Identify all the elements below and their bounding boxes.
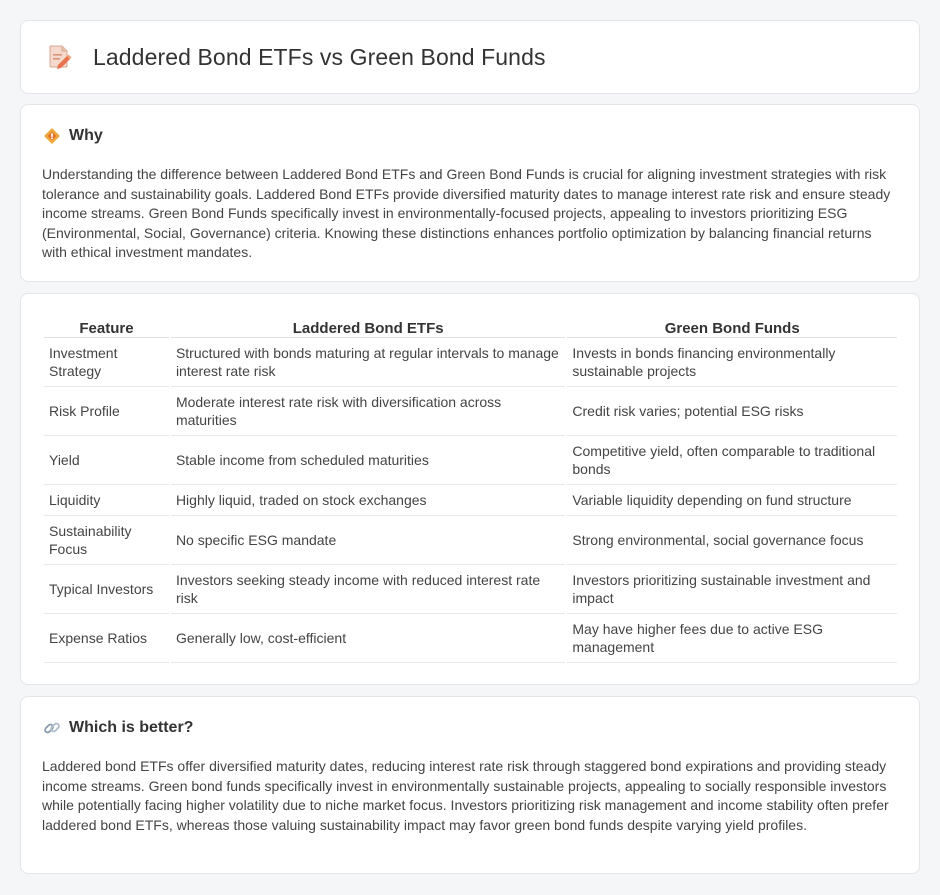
document-pencil-icon	[47, 43, 73, 71]
table-row	[44, 614, 897, 663]
green-cell: Competitive yield, often comparable to traditional bonds	[567, 436, 897, 485]
comparison-section	[20, 293, 920, 685]
feature-cell: Expense Ratios	[44, 614, 169, 663]
why-text: Understanding the difference between Laddered Bond ETFs and Green Bond Funds is crucial for aligning investment strategies with risk tolerance and sustainability goals. Laddered Bond ETFs provide diversified maturity dates to manage interest rate risk and ensure steady income streams. Green Bond Funds specifically invest in environmentally-focused projects, appealing to investors prioritizing ESG (Environmental, Social, Governance) criteria. Knowing these distinctions enhances portfolio optimization by balancing financial returns with ethical investment mandates.	[42, 166, 891, 261]
comparison-table	[42, 318, 899, 663]
column-header-green: Green Bond Funds	[567, 318, 897, 338]
table-row	[44, 565, 897, 614]
feature-cell: Risk Profile	[44, 387, 169, 436]
why-section	[20, 104, 920, 282]
green-cell: Investors prioritizing sustainable investment and impact	[567, 565, 897, 614]
why-header	[43, 127, 103, 145]
better-text: Laddered bond ETFs offer diversified maturity dates, reducing interest rate risk through staggered bond expirations and providing steady income streams. Green bond funds specifically invest in environmentally sustainable projects, appealing to socially responsible investors while potentially facing higher volatility due to niche market focus. Investors prioritizing risk management and income stability often prefer laddered bond ETFs, whereas those valuing sustainability impact may favor green bond funds despite varying yield profiles.	[42, 758, 889, 833]
table-row	[44, 338, 897, 387]
table-row	[44, 516, 897, 565]
link-icon	[43, 719, 61, 737]
laddered-cell: Highly liquid, traded on stock exchanges	[171, 485, 565, 516]
column-header-laddered: Laddered Bond ETFs	[171, 318, 565, 338]
title-card	[20, 20, 920, 94]
feature-cell: Liquidity	[44, 485, 169, 516]
table-header-row	[44, 318, 897, 338]
green-cell: Strong environmental, social governance focus	[567, 516, 897, 565]
diamond-warning-icon	[43, 127, 61, 145]
laddered-cell: No specific ESG mandate	[171, 516, 565, 565]
why-heading: Why	[69, 127, 103, 144]
green-cell: Variable liquidity depending on fund structure	[567, 485, 897, 516]
column-header-feature: Feature	[44, 318, 169, 338]
table-row	[44, 387, 897, 436]
table-row	[44, 436, 897, 485]
feature-cell: Sustainability Focus	[44, 516, 169, 565]
better-heading: Which is better?	[69, 719, 194, 736]
laddered-cell: Generally low, cost-efficient	[171, 614, 565, 663]
which-better-section	[20, 696, 920, 874]
green-cell: Invests in bonds financing environmentally sustainable projects	[567, 338, 897, 387]
laddered-cell: Moderate interest rate risk with diversification across maturities	[171, 387, 565, 436]
laddered-cell: Stable income from scheduled maturities	[171, 436, 565, 485]
laddered-cell: Structured with bonds maturing at regular intervals to manage interest rate risk	[171, 338, 565, 387]
table-row	[44, 485, 897, 516]
green-cell: May have higher fees due to active ESG management	[567, 614, 897, 663]
title-row	[47, 43, 546, 71]
feature-cell: Investment Strategy	[44, 338, 169, 387]
feature-cell: Yield	[44, 436, 169, 485]
green-cell: Credit risk varies; potential ESG risks	[567, 387, 897, 436]
better-header	[43, 719, 193, 737]
feature-cell: Typical Investors	[44, 565, 169, 614]
laddered-cell: Investors seeking steady income with reduced interest rate risk	[171, 565, 565, 614]
page-title: Laddered Bond ETFs vs Green Bond Funds	[93, 43, 546, 70]
